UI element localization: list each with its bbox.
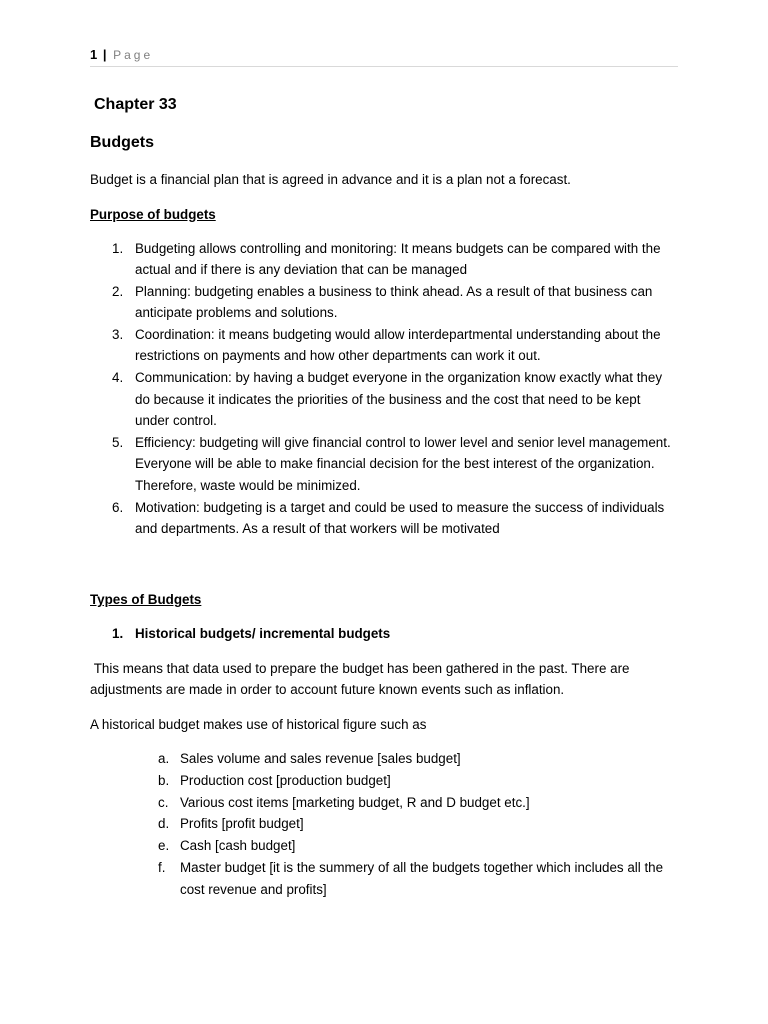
list-item	[90, 238, 678, 281]
historical-budget-title: Historical budgets/ incremental budgets	[135, 625, 391, 641]
list-marker: d.	[158, 816, 170, 832]
list-item-text: Planning: budgeting enables a business to think ahead. As a result of that business can anticipate problems and solutions.	[135, 283, 653, 321]
list-item-text: Motivation: budgeting is a target and could be used to measure the success of individuals and departments. As a result of that workers will be motivated	[135, 499, 665, 537]
historical-figure-intro: A historical budget makes use of historical figure such as	[90, 716, 427, 732]
section-title: Budgets	[90, 134, 154, 151]
list-marker: 5.	[112, 434, 124, 450]
list-item-text: Profits [profit budget]	[180, 816, 304, 832]
list-marker: 2.	[112, 283, 124, 299]
historical-budget-heading	[90, 624, 678, 644]
list-item	[90, 813, 678, 835]
historical-figures-list	[90, 748, 678, 900]
list-item	[90, 835, 678, 857]
page-label: Page	[113, 48, 154, 62]
page-number: 1	[90, 47, 98, 62]
list-item	[90, 748, 678, 770]
header-separator: |	[102, 47, 107, 62]
purpose-heading: Purpose of budgets	[90, 206, 216, 222]
types-heading: Types of Budgets	[90, 591, 202, 607]
list-item	[90, 324, 678, 367]
list-item-text: Coordination: it means budgeting would allow interdepartmental understanding about the restrictions on payments and how other departments can work it out.	[135, 326, 661, 364]
list-item-text: Various cost items [marketing budget, R and D budget etc.]	[180, 794, 530, 810]
list-marker: b.	[158, 773, 170, 789]
historical-description: This means that data used to prepare the budget has been gathered in the past. There are adjustments are made in order to account future known events such as inflation.	[90, 660, 634, 698]
list-item	[90, 792, 678, 814]
list-item-text: Master budget [it is the summery of all the budgets together which includes all the cost revenue and profits]	[180, 859, 664, 897]
purpose-list	[90, 238, 678, 540]
list-item-text: Cash [cash budget]	[180, 838, 296, 854]
list-marker: a.	[158, 751, 170, 767]
list-item	[90, 281, 678, 324]
chapter-title: Chapter 33	[94, 96, 177, 113]
list-marker: e.	[158, 838, 170, 854]
list-item	[90, 367, 678, 432]
list-item	[90, 432, 678, 497]
list-marker: 1.	[112, 240, 124, 256]
list-item-text: Communication: by having a budget everyone in the organization know exactly what they do because it indicates the priorities of the business and the cost that need to be kept under control.	[135, 370, 663, 429]
list-item-text: Sales volume and sales revenue [sales budget]	[180, 751, 461, 767]
list-marker: f.	[158, 859, 166, 875]
list-item-text: Efficiency: budgeting will give financial control to lower level and senior level management. Everyone will be able to make financial decision for the best interest of the organization. Therefore, waste would be minimized.	[135, 434, 671, 494]
list-marker: 3.	[112, 326, 124, 342]
list-marker: 6.	[112, 499, 124, 515]
list-marker: 4.	[112, 370, 124, 386]
list-item	[90, 857, 678, 900]
list-marker: 1.	[112, 625, 124, 641]
list-marker: c.	[158, 794, 169, 810]
page-header	[90, 46, 678, 67]
intro-paragraph: Budget is a financial plan that is agreed in advance and it is a plan not a forecast.	[90, 172, 571, 187]
list-item	[90, 770, 678, 792]
list-item-text: Budgeting allows controlling and monitoring: It means budgets can be compared with the actual and if there is any deviation that can be managed	[135, 240, 661, 278]
list-item-text: Production cost [production budget]	[180, 773, 391, 789]
list-item	[90, 497, 678, 540]
